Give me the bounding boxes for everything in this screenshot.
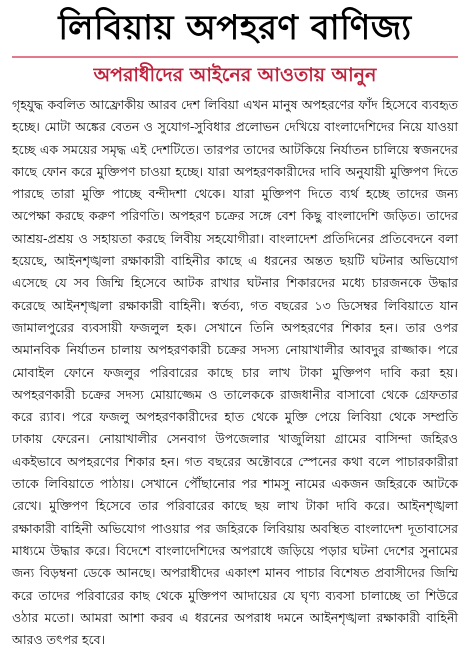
headline-divider: [12, 56, 458, 58]
headline: লিবিয়ায় অপহরণ বাণিজ্য: [58, 8, 412, 48]
subheadline: অপরাধীদের আইনের আওতায় আনুন: [93, 64, 377, 86]
article-body: গৃহযুদ্ধ কবলিত আফ্রোকীয় আরব দেশ লিবিয়া এখন মানুষ অপহরণের ফাঁদ হিসেবে ব্যবহৃত হচ্ছে। মোটা অঙ্কের বেতন ও সুযোগ-সুবিধার প্রলোভন দেখিয়ে বাংলাদেশিদের নিয়ে যাওয়া হচ্ছে এক সময়ের সমৃদ্ধ এই দেশটিতে। তারপর তাদের আটকিয়ে নির্যাতন চালিয়ে স্বজনদের কাছে ফোন করে মুক্তিপণ চাওয়া হচ্ছে। যারা অপহরণকারীদের দাবি অনুযায়ী মুক্তিপণ দিতে পারছে তারা মুক্তি পাচ্ছে বন্দীদশা থেকে। যারা মুক্তিপণ দিতে ব্যর্থ হচ্ছে তাদের জন্য অপেক্ষা করছে করুণ পরিণতি। অপহরণ চক্রের সঙ্গে বেশ কিছু বাংলাদেশি জড়িত। তাদের আশ্রয়-প্রশ্রয় ও সহায়তা করছে লিবীয় সহযোগীরা। বাংলাদেশ প্রতিদিনের প্রতিবেদনে বলা হয়েছে, আইনশৃঙ্খলা রক্ষাকারী বাহিনীর কাছে এ ধরনের অন্তত ছয়টি ঘটনার অভিযোগ এসেছে যে সব জিম্মি হিসেবে আটক রাখার ঘটনার শিকারদের মধ্যে চারজনকে উদ্ধার করেছে আইনশৃঙ্খলা রক্ষাকারী বাহিনী। স্বর্তব্য, গত বছরের ১৩ ডিসেম্বর লিবিয়াতে যান জামালপুরের ব্যবসায়ী ফজলুল হক। সেখানে তিনি অপহরণের শিকার হন। তার ওপর অমানবিক নির্যাতন চালায় অপহরণকারী চক্রের সদস্য নোয়াখালীর আবদুর রাজ্জাক। পরে মোবাইল ফোনে ফজলুর পরিবারের কাছে চার লাখ টাকা মুক্তিপণ দাবি করা হয়। অপহরণকারী চক্রের সদস্য মোয়াজ্জেম ও তালেককে রাজধানীর বাসাবো থেকে গ্রেফতার করে র‍্যাব। পরে ফজলু অপহরণকারীদের হাত থেকে মুক্তি পেয়ে লিবিয়া থেকে সম্প্রতি ঢাকায় ফেরেন। নোয়াখালীর সেনবাগ উপজেলার খাজুলিয়া গ্রামের বাসিন্দা জহিরও একইভাবে অপহরণের শিকার হন। গত বছরের অক্টোবরে স্পেনের কথা বলে পাচারকারীরা তাকে লিবিয়াতে পাঠায়। সেখানে পৌঁছানোর পর শামসু নামের একজন জহিরকে আটকে রেখে। মুক্তিপণ হিসেবে তার পরিবারের কাছে ছয় লাখ টাকা দাবি করে। আইনশৃঙ্খলা রক্ষাকারী বাহিনী অভিযোগ পাওয়ার পর জহিরকে লিবিয়ায় অবস্থিত বাংলাদেশ দূতাবাসের মাধ্যমে উদ্ধার করে। বিদেশে বাংলাদেশিদের অপরাধে জড়িয়ে পড়ার ঘটনা দেশের সুনামের জন্য বিড়ম্বনা ডেকে আনছে। অপরাধীদের একাংশ মানব পাচার বিশেষত প্রবাসীদের জিম্মি করে তাদের পরিবারের কাছ থেকে মুক্তিপণ আদায়ের যে ঘৃণ্য ব্যবসা চালাচ্ছে তা শিউরে ওঠার মতো। আমরা আশা করব এ ধরনের অপরাধ দমনে আইনশৃঙ্খলা রক্ষাকারী বাহিনী আরও তৎপর হবে।: [12, 97, 459, 648]
